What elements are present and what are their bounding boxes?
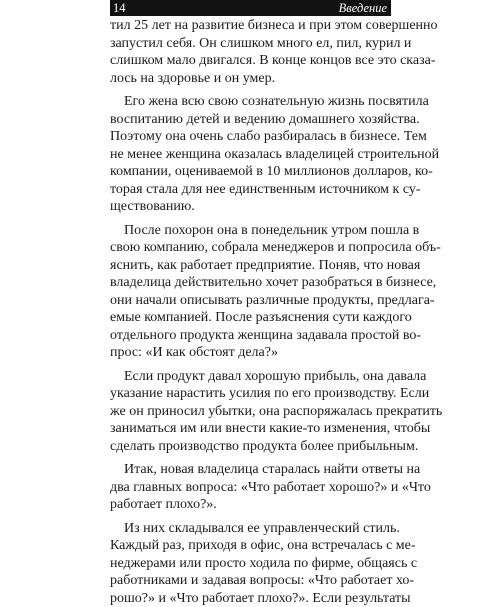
paragraph — [110, 17, 391, 87]
page-header-bar — [110, 0, 391, 16]
text-line: заниматься им или внести какие-то изменения, чтобы — [110, 420, 391, 438]
paragraph — [110, 461, 391, 514]
text-line: свою компанию, собрала менеджеров и попросила объ- — [110, 239, 391, 257]
text-line: тил 25 лет на развитие бизнеса и при этом совершенно — [110, 17, 391, 35]
text-line: прос: «И как обстоят дела?» — [110, 344, 391, 362]
text-line: владелица действительно хочет разобраться в бизнесе, — [110, 274, 391, 292]
text-line: они начали описывать различные продукты, предлага- — [110, 292, 391, 310]
text-line: запустил себя. Он слишком много ел, пил, курил и — [110, 35, 391, 53]
text-line: отдельного продукта женщина задавала простой во- — [110, 327, 391, 345]
text-line: указание нарастить усилия по его производству. Если — [110, 385, 391, 403]
text-line: ществованию. — [110, 198, 391, 216]
text-line: сделать производство продукта более прибыльным. — [110, 438, 391, 456]
text-line: компании, оцениваемой в 10 миллионов долларов, ко- — [110, 163, 391, 181]
page-number: 14 — [113, 0, 126, 16]
text-line: работает плохо?». — [110, 496, 391, 514]
text-line: торая стала для нее единственным источником к су- — [110, 181, 391, 199]
text-line: слишком мало двигался. В конце концов все это сказа- — [110, 52, 391, 70]
paragraph — [110, 222, 391, 362]
text-line: же он приносил убытки, она распоряжалась прекратить — [110, 403, 391, 421]
text-line: Каждый раз, приходя в офис, она встречалась с ме- — [110, 537, 391, 555]
paragraph — [110, 368, 391, 456]
running-title: Введение — [339, 0, 387, 16]
text-line: воспитанию детей и ведению домашнего хозяйства. — [110, 111, 391, 129]
body-text — [110, 17, 391, 607]
text-line: неджерами или просто ходила по фирме, общаясь с — [110, 555, 391, 573]
text-line: яснить, как работает предприятие. Поняв, что новая — [110, 257, 391, 275]
text-line: работниками и задавая вопросы: «Что работает хо- — [110, 572, 391, 590]
text-line: Поэтому она очень слабо разбиралась в бизнесе. Тем — [110, 128, 391, 146]
text-line: рошо?» и «Что работает плохо?». Если результаты — [110, 590, 391, 607]
text-line: После похорон она в понедельник утром пошла в — [110, 222, 391, 240]
text-line: не менее женщина оказалась владелицей строительной — [110, 146, 391, 164]
text-line: два главных вопроса: «Что работает хорошо?» и «Что — [110, 479, 391, 497]
text-line: Если продукт давал хорошую прибыль, она давала — [110, 368, 391, 386]
text-line: лось на здоровье и он умер. — [110, 70, 391, 88]
paragraph — [110, 93, 391, 216]
text-line: Итак, новая владелица старалась найти ответы на — [110, 461, 391, 479]
paragraph — [110, 520, 391, 607]
text-line: емые компанией. После разъяснения сути каждого — [110, 309, 391, 327]
text-line: Его жена всю свою сознательную жизнь посвятила — [110, 93, 391, 111]
text-line: Из них складывался ее управленческий стиль. — [110, 520, 391, 538]
